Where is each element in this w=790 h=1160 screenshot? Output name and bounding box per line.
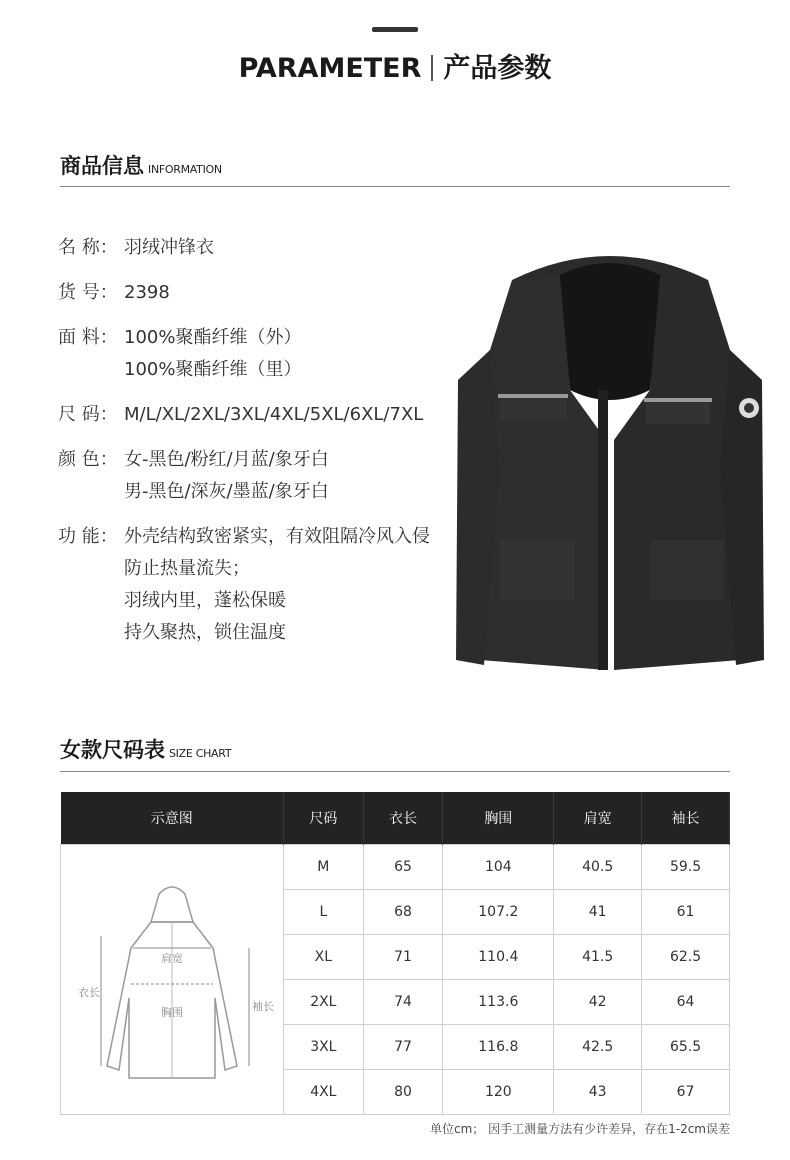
info-label: 功 能： bbox=[58, 526, 118, 547]
info-label: 名 称： bbox=[58, 237, 118, 258]
header-size: 尺码 bbox=[284, 792, 364, 845]
header-shoulder: 肩宽 bbox=[554, 792, 642, 845]
cell-chest: 120 bbox=[443, 1070, 554, 1115]
size-title-en: SIZE CHART bbox=[169, 747, 232, 760]
size-section-title bbox=[60, 734, 231, 764]
cell-sleeve: 61 bbox=[642, 890, 730, 935]
info-value: 2398 bbox=[124, 282, 170, 303]
cell-size: XL bbox=[284, 935, 364, 980]
header-chest: 胸围 bbox=[443, 792, 554, 845]
info-value: 羽绒内里，蓬松保暖 bbox=[124, 590, 286, 611]
cell-sleeve: 64 bbox=[642, 980, 730, 1025]
cell-length: 65 bbox=[363, 845, 443, 890]
measurement-note: 单位cm； 因手工测量方法有少许差异，存在1-2cm误差 bbox=[430, 1122, 730, 1136]
info-label: 颜 色： bbox=[58, 449, 118, 470]
diagram-label-sleeve: 袖长 bbox=[252, 999, 274, 1013]
header-diagram: 示意图 bbox=[61, 792, 284, 845]
cell-length: 80 bbox=[363, 1070, 443, 1115]
size-diagram-cell bbox=[61, 845, 284, 1115]
info-title-en: INFORMATION bbox=[148, 163, 222, 176]
diagram-label-chest: 胸围 bbox=[161, 1005, 183, 1019]
info-divider bbox=[60, 186, 730, 187]
info-value: 羽绒冲锋衣 bbox=[124, 237, 214, 258]
size-divider bbox=[60, 771, 730, 772]
cell-sleeve: 65.5 bbox=[642, 1025, 730, 1070]
header-separator bbox=[431, 55, 433, 81]
info-value: 男-黑色/深灰/墨蓝/象牙白 bbox=[124, 481, 329, 502]
cell-size: 3XL bbox=[284, 1025, 364, 1070]
header-sleeve: 袖长 bbox=[642, 792, 730, 845]
cell-length: 71 bbox=[363, 935, 443, 980]
info-value: 防止热量流失； bbox=[124, 558, 250, 579]
table-header-row bbox=[61, 792, 730, 845]
cell-size: 2XL bbox=[284, 980, 364, 1025]
cell-size: L bbox=[284, 890, 364, 935]
cell-sleeve: 59.5 bbox=[642, 845, 730, 890]
cell-shoulder: 40.5 bbox=[554, 845, 642, 890]
header-title-cn: 产品参数 bbox=[443, 53, 552, 84]
diagram-label-shoulder: 肩宽 bbox=[161, 951, 183, 965]
info-title-cn: 商品信息 bbox=[60, 154, 144, 178]
cell-size: M bbox=[284, 845, 364, 890]
top-bar-decoration bbox=[372, 27, 418, 32]
jacket-image bbox=[450, 240, 770, 680]
info-value: 100%聚酯纤维（里） bbox=[124, 359, 302, 380]
cell-length: 77 bbox=[363, 1025, 443, 1070]
info-label: 尺 码： bbox=[58, 404, 118, 425]
info-label: 货 号： bbox=[58, 282, 118, 303]
header-title-en: PARAMETER bbox=[238, 53, 422, 84]
size-diagram bbox=[61, 852, 283, 1104]
cell-shoulder: 42.5 bbox=[554, 1025, 642, 1070]
table-row bbox=[61, 845, 730, 890]
cell-shoulder: 42 bbox=[554, 980, 642, 1025]
size-title-cn: 女款尺码表 bbox=[60, 738, 165, 762]
cell-length: 68 bbox=[363, 890, 443, 935]
info-value: 外壳结构致密紧实，有效阻隔冷风入侵 bbox=[124, 526, 430, 547]
info-value: 持久聚热，锁住温度 bbox=[124, 622, 286, 643]
cell-chest: 116.8 bbox=[443, 1025, 554, 1070]
cell-length: 74 bbox=[363, 980, 443, 1025]
cell-chest: 104 bbox=[443, 845, 554, 890]
diagram-label-length: 衣长 bbox=[78, 985, 100, 999]
info-section-title bbox=[60, 150, 222, 180]
cell-size: 4XL bbox=[284, 1070, 364, 1115]
cell-shoulder: 43 bbox=[554, 1070, 642, 1115]
size-chart-table bbox=[60, 792, 730, 1115]
cell-chest: 110.4 bbox=[443, 935, 554, 980]
info-value: M/L/XL/2XL/3XL/4XL/5XL/6XL/7XL bbox=[124, 404, 424, 425]
cell-shoulder: 41.5 bbox=[554, 935, 642, 980]
page-header bbox=[0, 46, 790, 85]
cell-sleeve: 62.5 bbox=[642, 935, 730, 980]
header-length: 衣长 bbox=[363, 792, 443, 845]
cell-shoulder: 41 bbox=[554, 890, 642, 935]
cell-sleeve: 67 bbox=[642, 1070, 730, 1115]
info-value: 女-黑色/粉红/月蓝/象牙白 bbox=[124, 449, 329, 470]
cell-chest: 113.6 bbox=[443, 980, 554, 1025]
info-value: 100%聚酯纤维（外） bbox=[124, 327, 302, 348]
info-label: 面 料： bbox=[58, 327, 118, 348]
cell-chest: 107.2 bbox=[443, 890, 554, 935]
